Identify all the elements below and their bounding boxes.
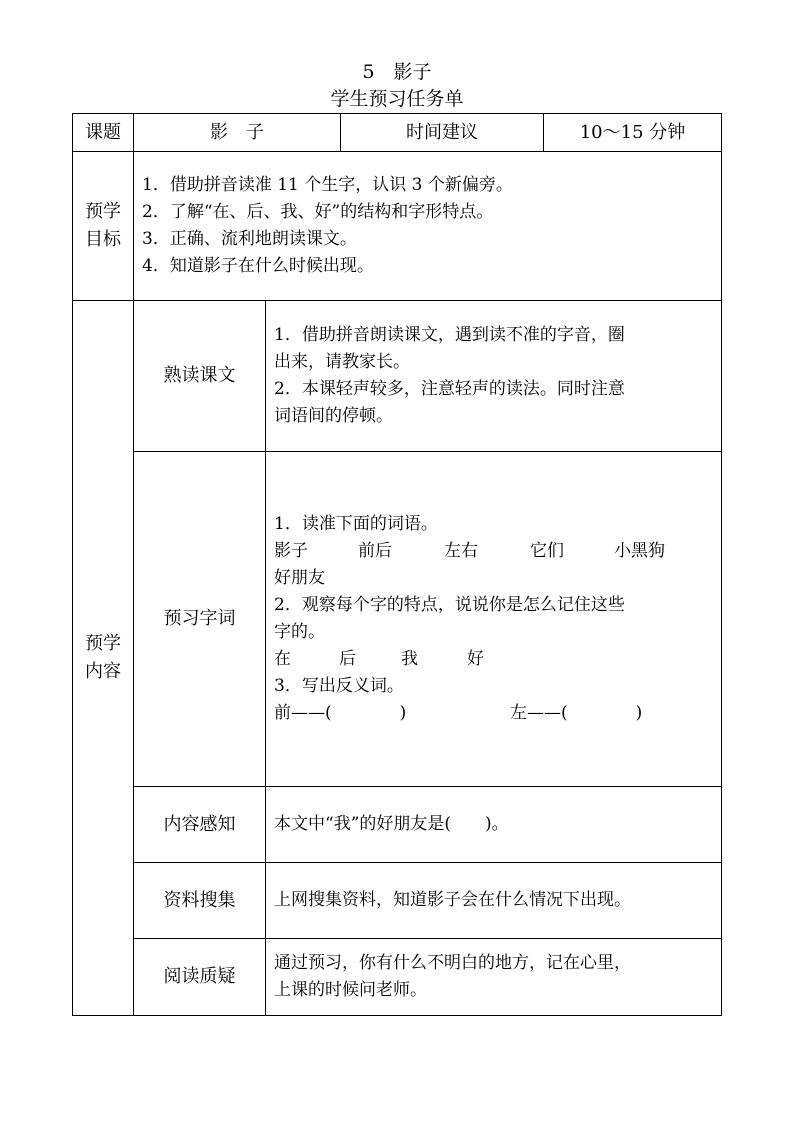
topic-label-cell [72,113,134,152]
topic-value-cell [133,113,341,152]
time-value-cell [543,113,722,152]
vocab-word-last: 好朋友 [274,568,325,588]
reading-line: 2．本课轻声较多，注意轻声的读法。同时注意 [274,379,625,399]
content-label-line1: 预学 [85,633,121,654]
time-label-cell [340,113,544,152]
goals-content-cell [133,151,722,301]
goals-label-line2: 目标 [85,229,121,250]
vocab-word: 小黑狗 [614,541,665,561]
goal-item: 1．借助拼音读准 11 个生字，认识 3 个新偏旁。 [142,175,513,195]
topic-label: 课题 [85,121,121,143]
antonym-row [274,700,713,727]
goal-item: 3．正确、流利地朗读课文。 [142,229,357,249]
reading-line: 1．借助拼音朗读课文，遇到读不准的字音，圈 [274,325,625,345]
vocab-word: 影子 [274,541,308,561]
questions-content-cell [265,938,722,1016]
reading-label-cell [133,300,266,452]
vocab-word: 前后 [358,541,392,561]
vocab-char-row [274,646,713,673]
goal-item: 2．了解“在、后、我、好”的结构和字形特点。 [142,202,494,222]
antonym-blank[interactable]: 左——( ) [510,703,643,723]
vocab-char: 好 [467,649,484,669]
antonym-blank[interactable]: 前——( ) [274,703,407,723]
vocab-task2-line2: 字的。 [274,622,325,642]
research-label: 资料搜集 [163,889,236,911]
perception-label-cell [133,786,266,863]
content-label-line2: 内容 [85,661,121,682]
vocab-task3: 3．写出反义词。 [274,676,404,696]
goal-item: 4．知道影子在什么时候出现。 [142,256,374,276]
questions-label-cell [133,938,266,1016]
questions-line: 通过预习，你有什么不明白的地方，记在心里， [274,953,631,973]
questions-label: 阅读质疑 [163,966,236,987]
vocab-word: 左右 [444,541,478,561]
vocab-char: 后 [339,649,356,669]
research-content-cell [265,862,722,939]
research-text: 上网搜集资料，知道影子会在什么情况下出现。 [274,890,631,910]
research-label-cell [133,862,266,939]
vocab-label: 预习字词 [163,608,236,629]
reading-line: 词语间的停顿。 [274,406,393,426]
vocab-word: 它们 [530,541,564,561]
vocab-char: 在 [274,649,291,669]
reading-content-cell [265,300,722,452]
goals-label-line1: 预学 [85,201,121,222]
vocab-task1: 1．读准下面的词语。 [274,514,438,534]
vocab-label-cell [133,451,266,787]
vocab-task2-line1: 2．观察每个字的特点，说说你是怎么记住这些 [274,595,625,615]
reading-label: 熟读课文 [163,365,236,386]
lesson-title: 5 影子 [362,61,432,83]
content-label-cell [72,300,134,1016]
vocab-char: 我 [401,649,418,669]
time-label: 时间建议 [406,121,478,143]
perception-content-cell [265,786,722,863]
topic-value: 影 子 [210,121,264,143]
goals-label-cell [72,151,134,301]
vocab-content-cell [265,451,722,787]
sheet-title: 学生预习任务单 [330,88,464,110]
reading-line: 出来，请教家长。 [274,352,410,372]
questions-line: 上课的时候问老师。 [274,980,427,1000]
perception-text[interactable]: 本文中“我”的好朋友是( )。 [274,814,509,834]
time-value: 10～15 分钟 [579,121,686,143]
perception-label: 内容感知 [163,813,236,835]
vocab-word-row [274,538,713,565]
